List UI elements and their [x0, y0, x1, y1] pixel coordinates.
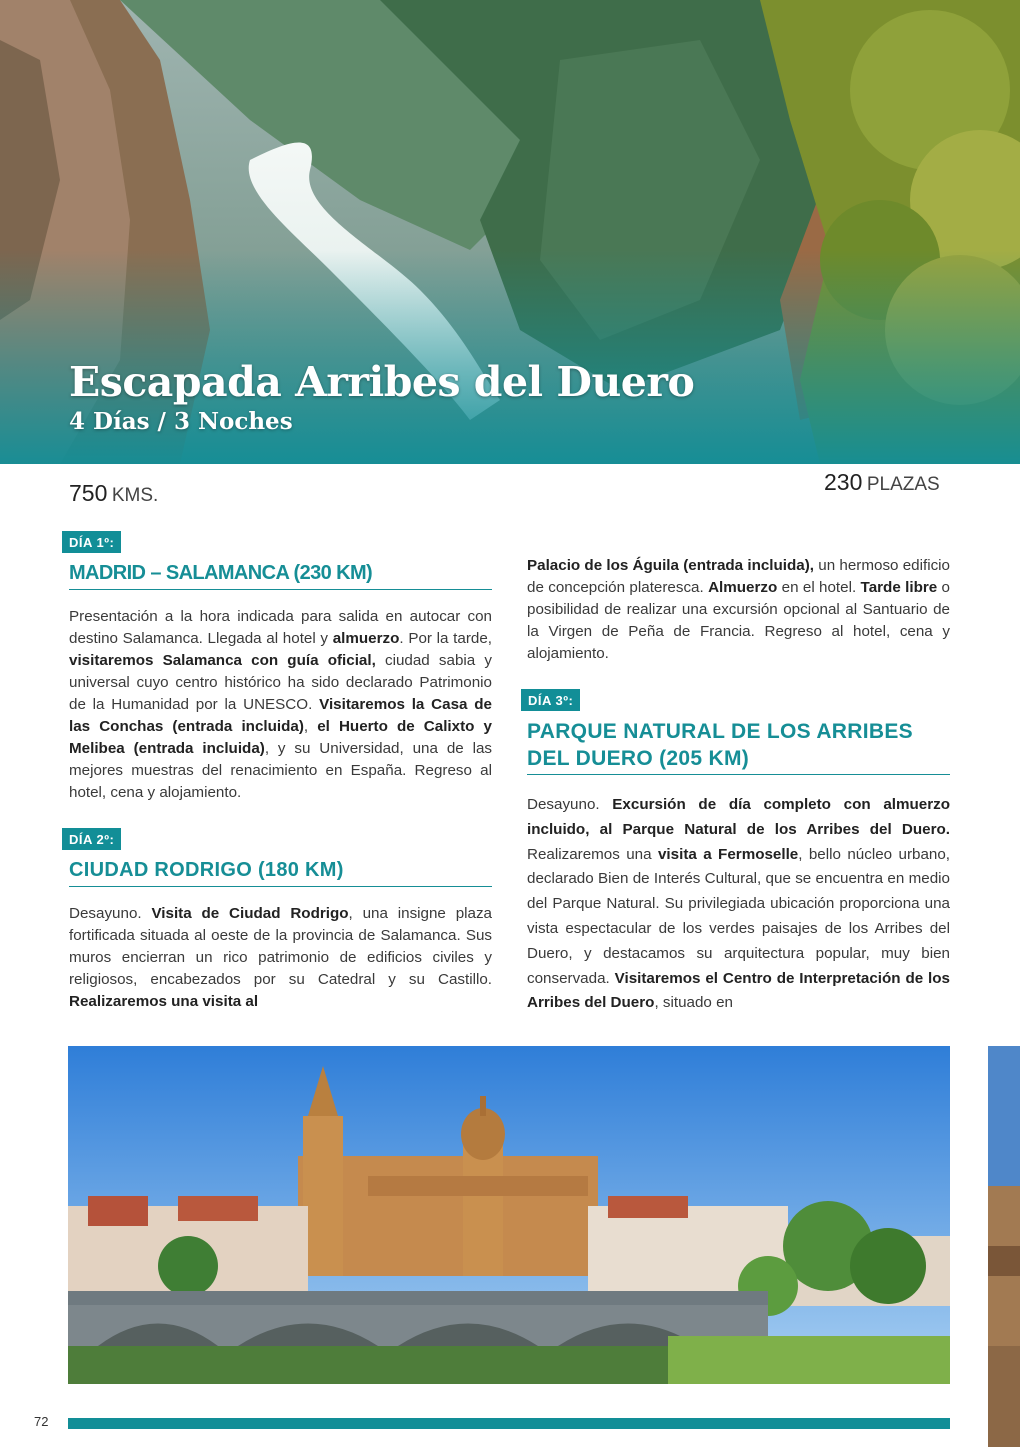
salamanca-photo: [68, 1046, 950, 1384]
salamanca-illustration: [68, 1046, 950, 1384]
distance-unit: KMS.: [111, 485, 159, 506]
day2-description: Desayuno. Visita de Ciudad Rodrigo, una insigne plaza fortificada situada al oeste de la provincia de Salamanca. Sus muros encierran un rico patrimonio de edificios civiles y religiosos, encabezados por su Catedral y su Castillo. Realizaremos una visita al: [69, 905, 493, 1010]
day3-title: PARQUE NATURAL DE LOS ARRIBES DEL DUERO (205 KM): [527, 718, 950, 775]
day2-description-continued: Palacio de los Águila (entrada incluida), un hermoso edificio de concepción plateresca. Almuerzo en el hotel. Tarde libre o posibilidad de realizar una excursión opcional al Santuario de la Virgen de Peña de Francia. Regreso al hotel, cena y alojamiento.: [527, 557, 950, 662]
seats-unit: PLAZAS: [866, 474, 940, 495]
right-column: [521, 555, 950, 1016]
page-number: 72: [34, 1414, 49, 1429]
day1-description: Presentación a la hora indicada para salida en autocar con destino Salamanca. Llegada al hotel y almuerzo. Por la tarde, visitaremos Salamanca con guía oficial, ciudad sabia y universal cuyo centro histórico ha sido declarado Patrimonio de la Humanidad por la UNESCO. Visitaremos la Casa de las Conchas (entrada incluida), el Huerto de Calixto y Melibea (entrada incluida), y su Universidad, una de las mejores muestras del renacimiento en España. Regreso al hotel, cena y alojamiento.: [69, 608, 492, 801]
seats-stat: [824, 469, 940, 496]
day1-badge: DÍA 1º:: [62, 531, 121, 553]
seats-value: 230: [824, 469, 863, 495]
day2-title: CIUDAD RODRIGO (180 KM): [69, 857, 492, 887]
page-title: Escapada Arribes del Duero: [69, 358, 695, 406]
distance-stat: [69, 480, 158, 507]
trip-duration: 4 Días / 3 Noches: [69, 408, 293, 435]
side-photo-strip: [988, 1046, 1020, 1447]
day2-badge: DÍA 2º:: [62, 828, 121, 850]
side-photo-illustration: [988, 1046, 1020, 1447]
hero-photo: [0, 0, 1020, 464]
day2-section: [62, 828, 492, 1013]
day3-description: Desayuno. Excursión de día completo con almuerzo incluido, al Parque Natural de los Arribes del Duero. Realizaremos una visita a Fermoselle, bello núcleo urbano, declarado Bien de Interés Cultural, que se encuentra en medio del Parque Natural. Su privilegiada ubicación proporciona una vista espectacular de los verdes paisajes de los Arribes del Duero, y destacamos su arquitectura popular, muy bien conservada. Visitaremos el Centro de Interpretación de los Arribes del Duero, situado en: [527, 796, 951, 1012]
left-column: [62, 531, 492, 1013]
day1-section: [62, 531, 492, 804]
day3-badge: DÍA 3º:: [521, 689, 580, 711]
day3-section: [521, 689, 950, 1016]
day1-title: MADRID – SALAMANCA (230 KM): [69, 560, 492, 590]
footer-bar: [68, 1418, 950, 1429]
distance-value: 750: [69, 480, 108, 506]
